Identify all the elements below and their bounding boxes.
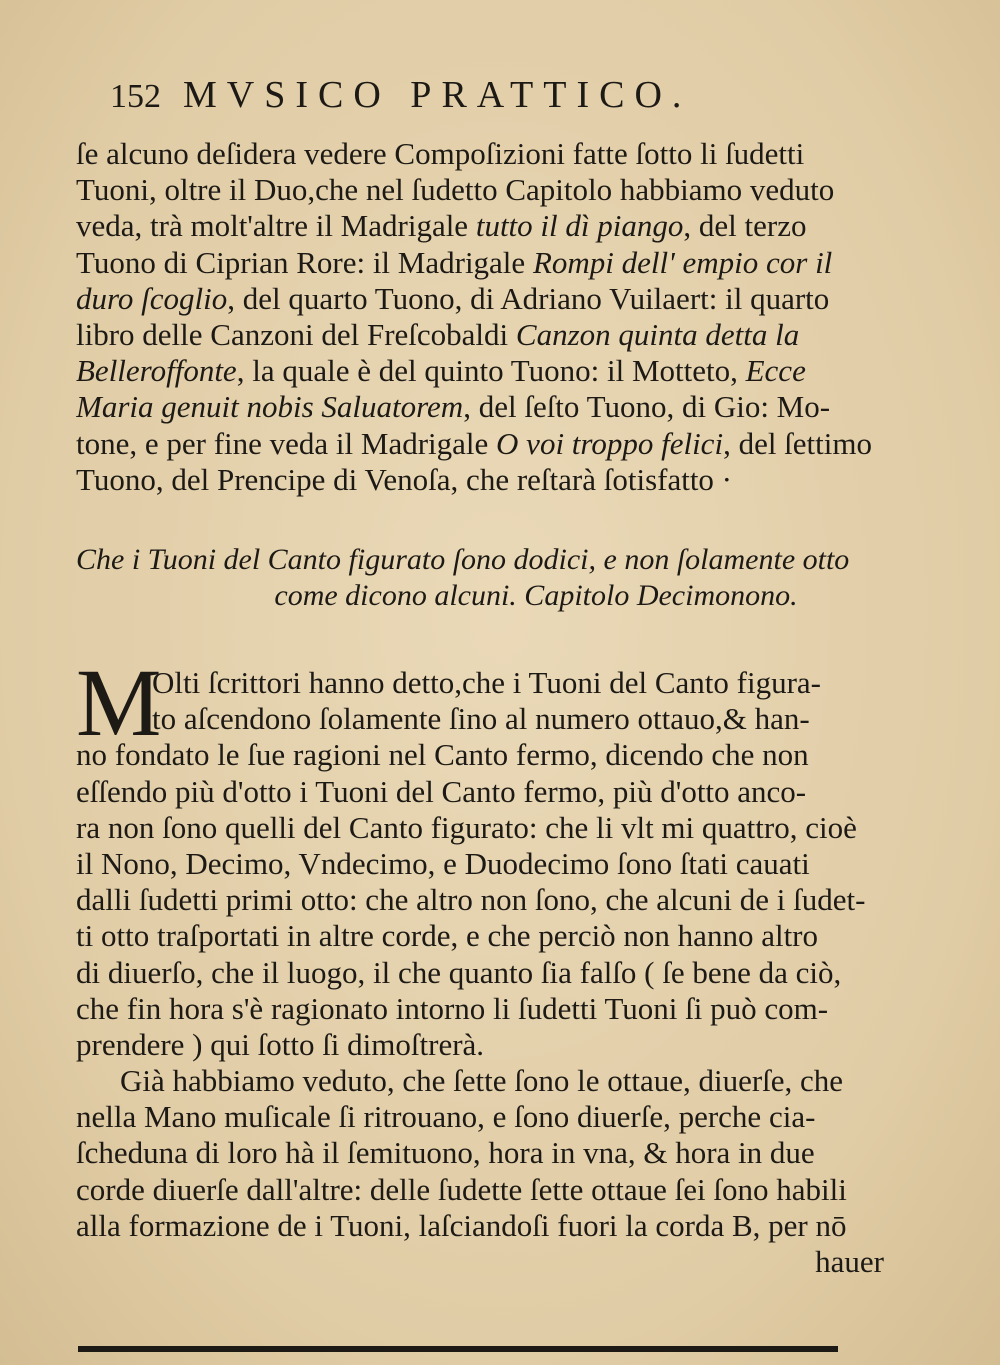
italic-title: Belleroffonte [76,353,237,389]
text-line: eſſendo più d'otto i Tuoni del Canto fermo, più d'otto anco- [76,773,807,809]
catchword: hauer [815,1244,884,1279]
italic-title: Rompi dell' empio cor il [532,244,833,280]
text-block-2 [76,665,956,1280]
text-line: duro ſcoglio, del quarto Tuono, di Adriano Vuilaert: il quarto [76,280,830,316]
text-block-1 [76,136,956,498]
text-line: Maria genuit nobis Saluatorem, del ſeſto Tuono, di Gio: Mo- [76,389,831,425]
text-line: tone, e per fine veda il Madrigale O voi troppo felici, del ſettimo [76,425,873,461]
chapter-title [76,542,956,614]
text-line: di diuerſo, che il luogo, il che quanto ſia falſo ( ſe bene da ciò, [76,954,842,990]
chapter-title-line: Che i Tuoni del Canto figurato ſono dodici, e non ſolamente otto [76,543,850,576]
running-title: MVSICO PRATTICO. [183,74,692,116]
text-line: che fin hora s'è ragionato intorno li ſudetti Tuoni ſi può com- [76,990,829,1026]
text-line: no fondato le ſue ragioni nel Canto fermo, dicendo che non [76,737,809,773]
italic-title: tutto il dì piango [475,208,684,244]
text-line: Tuono di Ciprian Rore: il Madrigale Rompi dell' empio cor il [76,244,833,280]
text-line: Olti ſcrittori hanno detto,che i Tuoni del Canto figura- [152,665,821,700]
text-line: ti otto traſportati in altre corde, e che perciò non hanno altro [76,918,819,954]
text-line: prendere ) qui ſotto ſi dimoſtrerà. [76,1026,485,1062]
text-line: nella Mano muſicale ſi ritrouano, e ſono diuerſe, perche cia- [76,1099,816,1135]
italic-title: Canzon quinta detta la [515,316,800,352]
chapter-title-line: come dicono alcuni. Capitolo Decimonono. [274,579,798,612]
text-line: dalli ſudetti primi otto: che altro non ſono, che alcuni de i ſudet- [76,882,866,918]
text-line: Tuoni, oltre il Duo,che nel ſudetto Capitolo habbiamo veduto [76,172,835,208]
text-line: Già habbiamo veduto, che ſette ſono le ottaue, diuerſe, che [120,1063,844,1099]
italic-title: O voi troppo felici [496,425,724,461]
text-line: libro delle Canzoni del Freſcobaldi Canzon quinta detta la [76,316,800,352]
text-line: to aſcendono ſolamente ſino al numero ottauo,& han- [152,701,810,737]
italic-title: Maria genuit nobis Saluatorem [76,389,464,425]
page-number: 152 [110,78,161,115]
text-line: ra non ſono quelli del Canto figurato: che li vlt mi quattro, cioè [76,809,857,845]
text-line: ſcheduna di loro hà il ſemituono, hora in vna, & hora in due [76,1135,815,1171]
text-line: veda, trà molt'altre il Madrigale tutto il dì piango, del terzo [76,208,807,244]
running-header [110,72,830,120]
drop-cap: M [76,649,162,756]
text-line: Belleroffonte, la quale è del quinto Tuono: il Motteto, Ecce [76,353,806,389]
italic-title: Ecce [745,353,806,389]
text-line: il Nono, Decimo, Vndecimo, e Duodecimo ſono ſtati cauati [76,845,810,881]
text-line: alla formazione de i Tuoni, laſciandoſi fuori la corda B, per nō [76,1207,847,1243]
text-line: Tuono, del Prencipe di Venoſa, che reſtarà ſotisfatto · [76,461,733,497]
bottom-rule [78,1346,838,1352]
text-line: corde diuerſe dall'altre: delle ſudette ſette ottaue ſei ſono habili [76,1171,847,1207]
italic-title: duro ſcoglio [76,280,228,316]
text-line: ſe alcuno deſidera vedere Compoſizioni fatte ſotto li ſudetti [76,136,805,171]
